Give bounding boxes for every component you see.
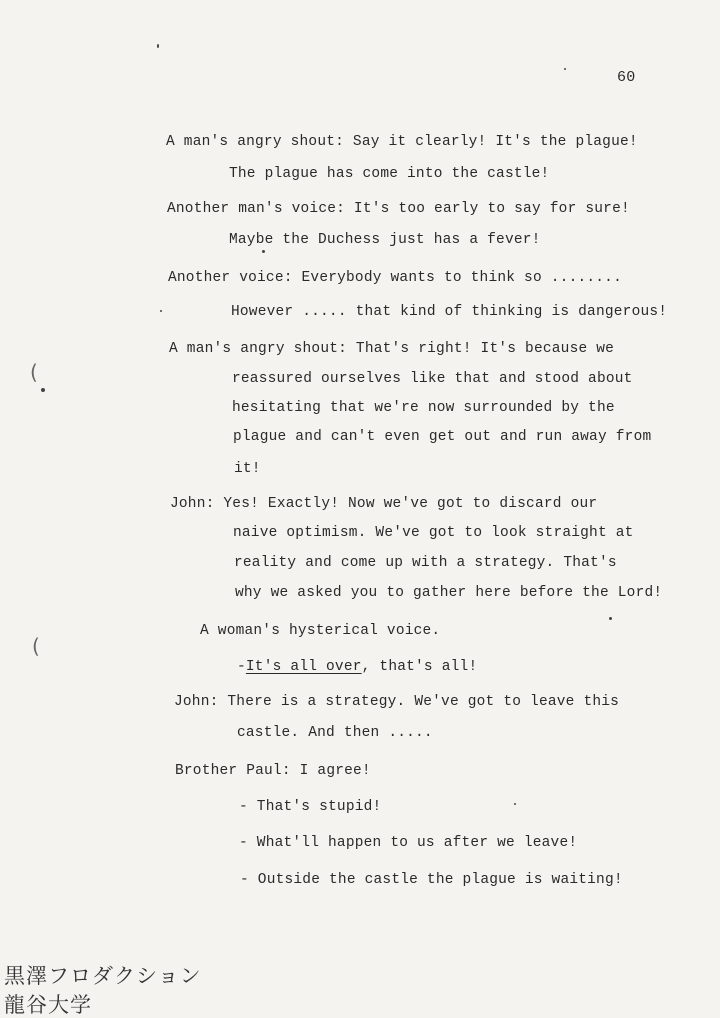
underlined-phrase: It's all over	[245, 659, 362, 675]
ink-speck	[609, 617, 612, 620]
script-line: why we asked you to gather here before the Lord!	[235, 585, 663, 601]
script-line: plague and can't even get out and run away from	[233, 429, 652, 445]
script-line: John: Yes! Exactly! Now we've got to discard our	[170, 496, 598, 512]
script-line: However ..... that kind of thinking is dangerous!	[231, 304, 668, 320]
punch-hole-mark: (	[32, 634, 41, 658]
watermark-line-1: 黒澤フロダクション	[4, 964, 202, 988]
script-line: Maybe the Duchess just has a fever!	[229, 232, 541, 248]
script-line: A man's angry shout: That's right! It's because we	[169, 341, 615, 357]
script-line: - What'll happen to us after we leave!	[239, 835, 578, 851]
script-line: reassured ourselves like that and stood about	[232, 371, 633, 387]
script-line: A woman's hysterical voice.	[200, 623, 441, 639]
script-line	[237, 659, 477, 675]
script-line: castle. And then .....	[237, 725, 433, 741]
script-line: - Outside the castle the plague is waiting!	[240, 872, 623, 888]
script-line: The plague has come into the castle!	[229, 166, 550, 182]
script-line: Brother Paul: I agree!	[175, 763, 371, 779]
ink-speck	[564, 68, 566, 70]
punch-hole-mark: (	[30, 360, 39, 384]
watermark-line-2: 龍谷大学	[4, 993, 92, 1017]
page-number: 60	[617, 69, 636, 86]
script-line: - That's stupid!	[239, 799, 382, 815]
script-line: Another man's voice: It's too early to say for sure!	[167, 201, 630, 217]
script-line: hesitating that we're now surrounded by the	[232, 400, 615, 416]
dash-prefix: -	[237, 659, 246, 675]
ink-speck	[262, 250, 265, 253]
script-line: naive optimism. We've got to look straight at	[233, 525, 634, 541]
ink-speck	[41, 388, 45, 392]
line-remainder: , that's all!	[361, 659, 478, 675]
ink-speck	[157, 44, 159, 48]
script-line: Another voice: Everybody wants to think so ........	[168, 270, 622, 286]
script-line: John: There is a strategy. We've got to leave this	[174, 694, 620, 710]
script-line: reality and come up with a strategy. That's	[234, 555, 617, 571]
ink-speck	[160, 310, 162, 312]
script-line: it!	[234, 461, 261, 477]
ink-speck	[514, 803, 516, 805]
script-line: A man's angry shout: Say it clearly! It's the plague!	[166, 134, 638, 150]
